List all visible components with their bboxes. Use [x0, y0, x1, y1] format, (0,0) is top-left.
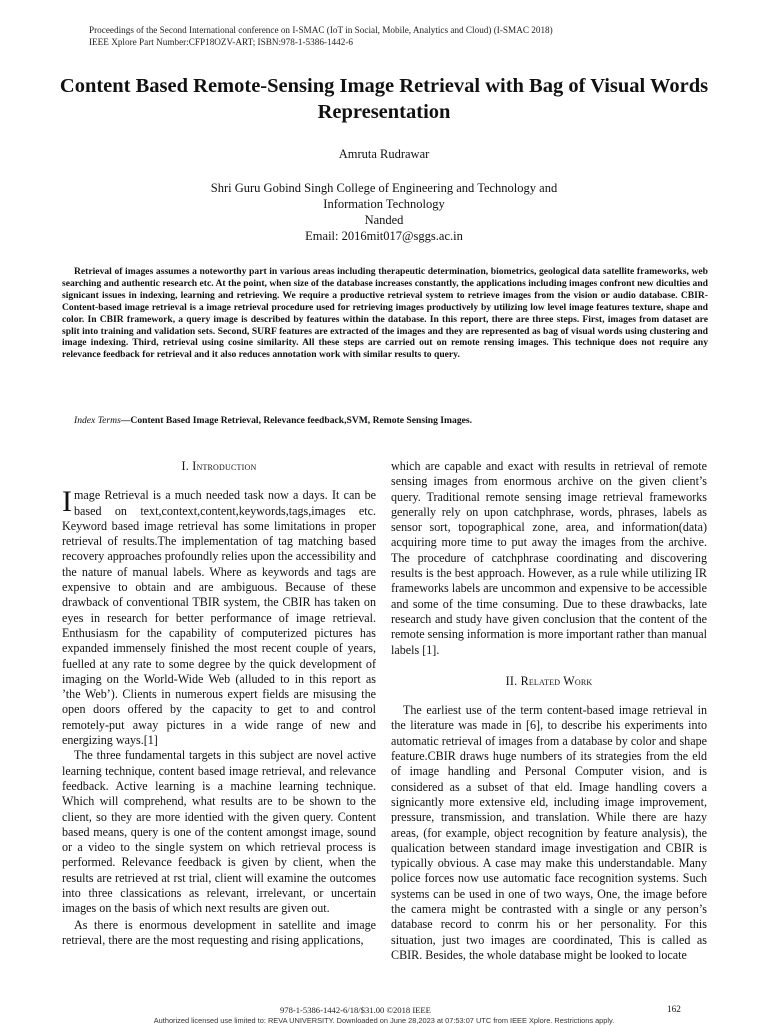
intro-paragraph: [62, 485, 376, 748]
index-terms: [62, 415, 708, 427]
index-terms-label: Index Terms: [74, 415, 121, 426]
license-notice: Authorized licensed use limited to: REVA UNIVERSITY. Downloaded on June 28,2023 at 07:53:07 UTC from IEEE Xplore. Restrictions apply.: [153, 1016, 615, 1025]
page-number: 162: [667, 1004, 681, 1014]
section-heading-introduction: [62, 459, 376, 474]
author-name: Amruta Rudrawar: [338, 147, 430, 161]
affiliation-line: Shri Guru Gobind Singh College of Engineering and Technology and: [210, 181, 558, 195]
isbn-line: IEEE Xplore Part Number:CFP18OZV-ART; ISBN:978-1-5386-1442-6: [89, 37, 353, 47]
section-title: Introduction: [192, 459, 257, 473]
related-work-paragraph: The earliest use of the term content-based image retrieval in the literature was made in [6], to describe his experiments into automatic retrieval of images from a database by color and shape feature.CBIR draws huge numbers of its strategies from the eld of image handling and Personal Computer vision, and is considered as a subset of that eld. Image handling covers a signicantly more extensive eld, including image improvement, pressure, transmission, and translation. While there are hazy areas, (for example, object recognition by feature analysis), the qualication between standard image investigation and CBIR is typically obvious. A case may make this understandable. Many police forces now use automatic face recognition systems. Such systems can be used in one of two ways, One, the image before the camera might be contrasted with a single or any person’s database record to conrm his or her personality. For this situation, just two images are coordinated, This is called as CBIR. Besides, the whole database might be looked to locate: [391, 703, 707, 962]
intro-paragraph: The three fundamental targets in this subject are novel active learning technique, content based image retrieval, and relevance feedback. Active learning is a machine learning technique. Which will comprehend, what results are to be shown to the client, so they are more identied with the given query. Content based means, query is one of the content amongst image, sound or a video to the single system on which retrieval process is performed. Relevance feedback is given by client, when the results are retrieved at rst trial, client will examine the outcomes into three classications as relevant, irrelevant, or uncertain images on the basis of which next results are given out.: [62, 748, 376, 916]
proceedings-header: [89, 24, 553, 48]
drop-cap: I: [62, 485, 72, 519]
author-email: Email: 2016mit017@sggs.ac.in: [305, 229, 463, 243]
paragraph-text: mage Retrieval is a much needed task now a days. It can be based on text,context,content,keywords,tags,images etc. Keyword based image retrieval has some limitations in proper retrieval of results.The implementation of tag matching based recovery approaches profoundly relies upon the accessibility and the nature of manual labels. Where as keywords and tags are expensive to obtain and are ambiguous. Because of these drawback of conventional TBIR system, the CBIR has taken on eyes in research for better performance of image retrieval. Enthusiasm for the capability of computerized pictures has expanded immensely finished the most recent couple of years, fuelled at any rate to some degree by the quick development of imaging on the World-Wide Web (alluded to in this report as ’the Web’). Clients in numerous expert fields are misusing the open doors offered by the capacity to get to and control remotely-put away pictures in a wide range of new and energizing ways.[1]: [62, 488, 376, 748]
intro-paragraph: As there is enormous development in satellite and image retrieval, there are the most requesting and rising applications,: [62, 917, 376, 947]
section-heading-related-work: [391, 674, 707, 689]
index-terms-text: —Content Based Image Retrieval, Relevance feedback,SVM, Remote Sensing Images.: [120, 415, 473, 426]
affiliation-city: Nanded: [364, 213, 404, 227]
affiliation-line: Information Technology: [323, 197, 445, 211]
proceedings-line: Proceedings of the Second International conference on I-SMAC (IoT in Social, Mobile, Analytics and Cloud) (I-SMAC 2018): [89, 25, 553, 35]
intro-paragraph-continued: which are capable and exact with results in retrieval of remote sensing images from enormous archive on the given client’s query. Traditional remote sensing image retrieval frameworks generally rely on upon catchphrase, words, phrases, labels as sensor sort, topographical zone, area, and information(data) acquiring more time to put away the images from the archive. The procedure of catchphrase coordinating and discovering results is the best approach. However, as a rule while utilizing IR frameworks labels are uncommon and expensive to be accessible and some of the time consuming. Due to these drawbacks, late research and study have given conclusion that the content of the remote sensing information is more important rather than manual labels [1].: [391, 459, 707, 657]
section-title: Related Work: [520, 673, 593, 688]
paper-title: Content Based Remote-Sensing Image Retrieval with Bag of Visual Words Representation: [59, 75, 709, 123]
section-numeral: I.: [181, 459, 189, 473]
section-numeral: II.: [505, 673, 518, 688]
copyright-line: 978-1-5386-1442-6/18/$31.00 ©2018 IEEE: [280, 1005, 431, 1015]
abstract: Retrieval of images assumes a noteworthy part in various areas including therapeutic determination, biometrics, geological data satellite frameworks, web searching and authentic research etc. At the point, when size of the database increases constantly, the applications including images confront new diculties and signicant issues in indexing, learning and retrieving. We require a productive retrieval system to retrieve images from the vision or audio database. CBIR-Content-based image retrieval is a image retrieval procedure used for retrieving images productively by utilizing low level image features texture, shape and color. In CBIR framework, a query image is described by features within the database. In this report, there are three steps. First, images from dataset are split into training and validation sets. Second, SURF features are extracted of the images and they are represented as bag of visual words using clustering and image indexing. Third, retrieval using cosine similarity. All these steps are carried out on remote rensing images. This technique does not require any relevance feedback for retrieval and it also reduces annotation work with similar results to query.: [62, 266, 708, 361]
right-column: [391, 459, 707, 964]
affiliation: [0, 180, 768, 244]
left-column: [62, 459, 376, 949]
